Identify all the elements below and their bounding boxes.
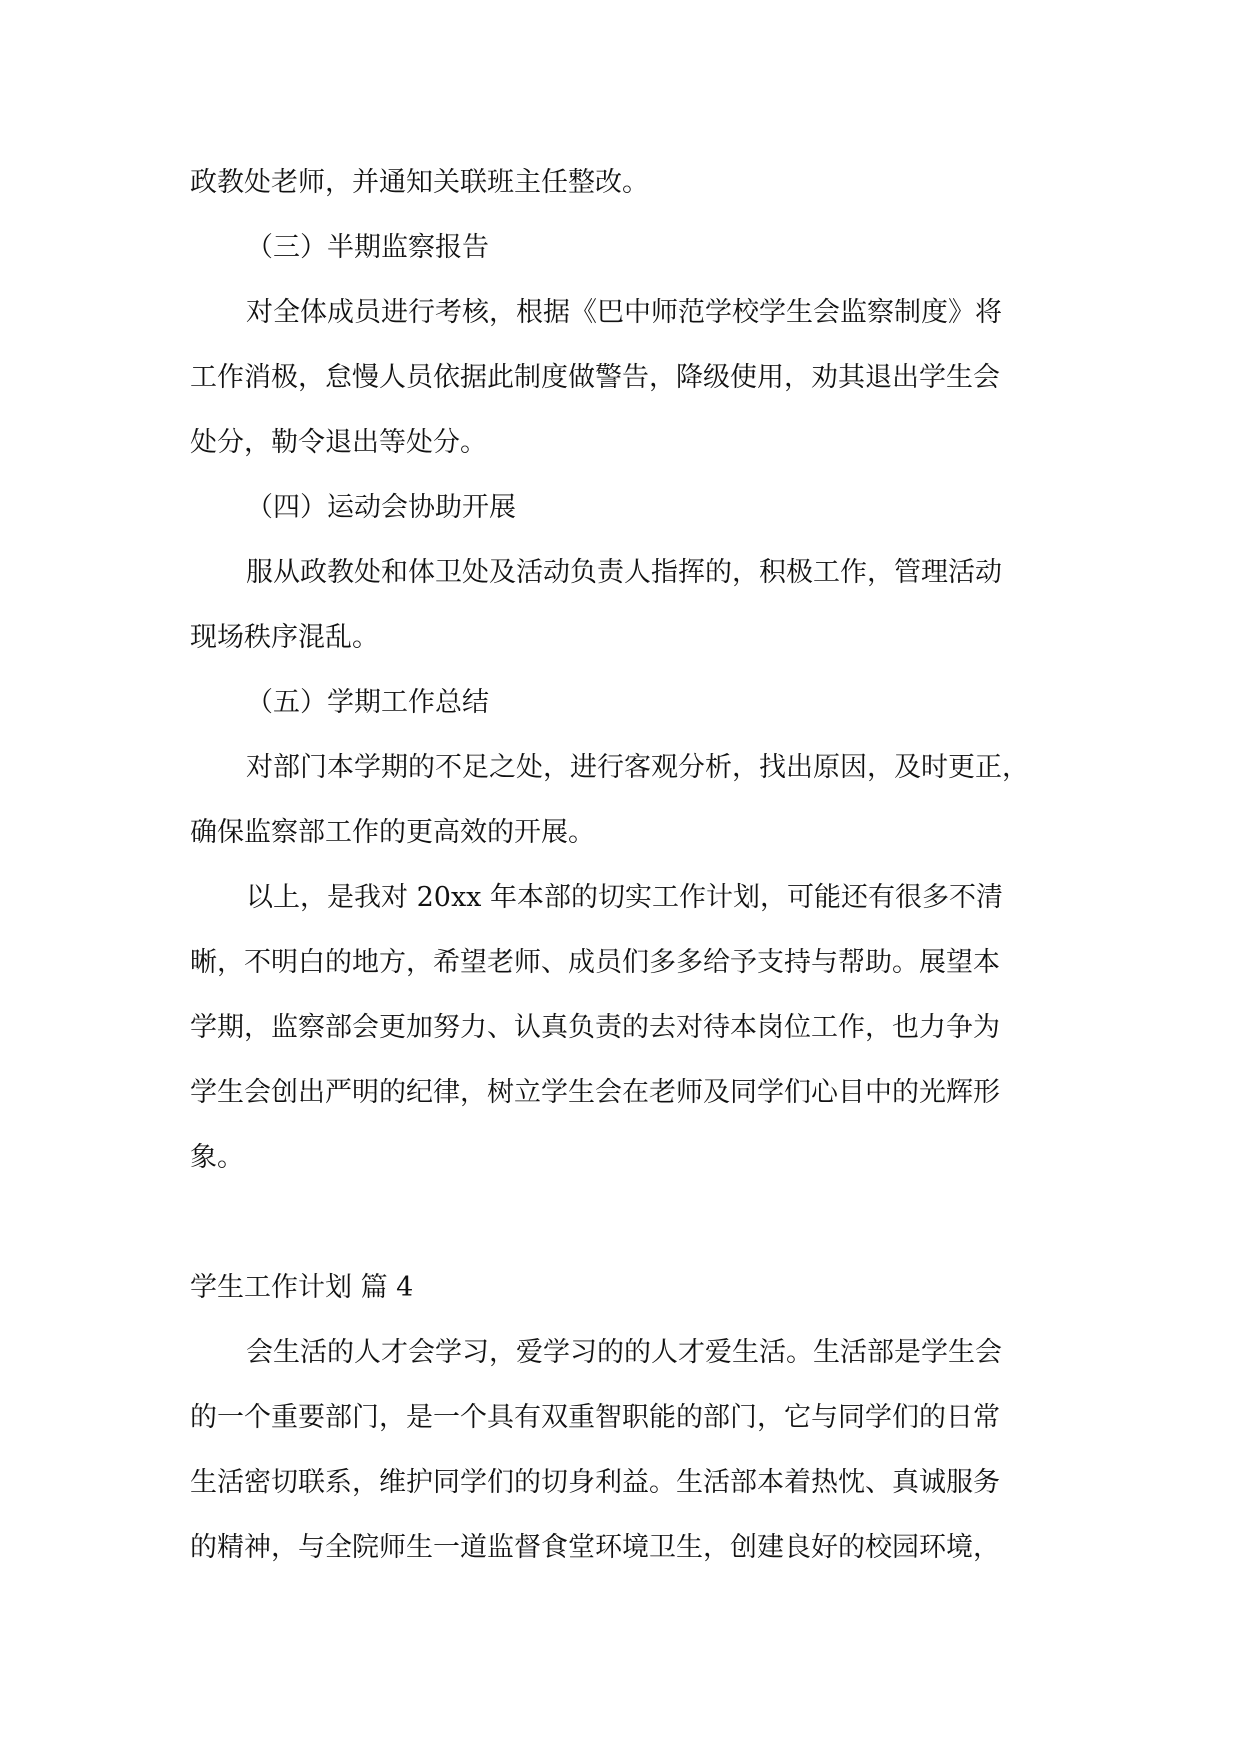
paragraph-line: 象。 xyxy=(190,1142,244,1173)
paragraph-line: 对部门本学期的不足之处，进行客观分析，找出原因，及时更正， xyxy=(246,752,1029,783)
section-heading: （三）半期监察报告 xyxy=(246,232,489,263)
paragraph-line: 确保监察部工作的更高效的开展。 xyxy=(190,817,595,848)
paragraph-line: 服从政教处和体卫处及活动负责人指挥的，积极工作，管理活动 xyxy=(246,557,1002,588)
paragraph-line: 工作消极，怠慢人员依据此制度做警告，降级使用，劝其退出学生会 xyxy=(190,362,1000,393)
article-title: 学生工作计划 篇 4 xyxy=(190,1272,414,1303)
paragraph-line: 生活密切联系，维护同学们的切身利益。生活部本着热忱、真诚服务 xyxy=(190,1467,1000,1498)
paragraph-line: 会生活的人才会学习，爱学习的的人才爱生活。生活部是学生会 xyxy=(246,1337,1002,1368)
paragraph-line: 以上，是我对 20xx 年本部的切实工作计划，可能还有很多不清 xyxy=(246,882,1003,913)
paragraph-line: 的精神，与全院师生一道监督食堂环境卫生，创建良好的校园环境， xyxy=(190,1532,1000,1563)
paragraph-line: 对全体成员进行考核，根据《巴中师范学校学生会监察制度》将 xyxy=(246,297,1002,328)
paragraph-line: 学生会创出严明的纪律，树立学生会在老师及同学们心目中的光辉形 xyxy=(190,1077,1000,1108)
section-heading: （五）学期工作总结 xyxy=(246,687,489,718)
paragraph-line: 的一个重要部门，是一个具有双重智职能的部门，它与同学们的日常 xyxy=(190,1402,1000,1433)
section-heading: （四）运动会协助开展 xyxy=(246,492,516,523)
paragraph-line: 晰，不明白的地方，希望老师、成员们多多给予支持与帮助。展望本 xyxy=(190,947,1000,978)
paragraph-line: 处分，勒令退出等处分。 xyxy=(190,427,487,458)
paragraph-line: 学期，监察部会更加努力、认真负责的去对待本岗位工作，也力争为 xyxy=(190,1012,1000,1043)
paragraph-line: 现场秩序混乱。 xyxy=(190,622,379,653)
paragraph-line: 政教处老师，并通知关联班主任整改。 xyxy=(190,167,649,198)
